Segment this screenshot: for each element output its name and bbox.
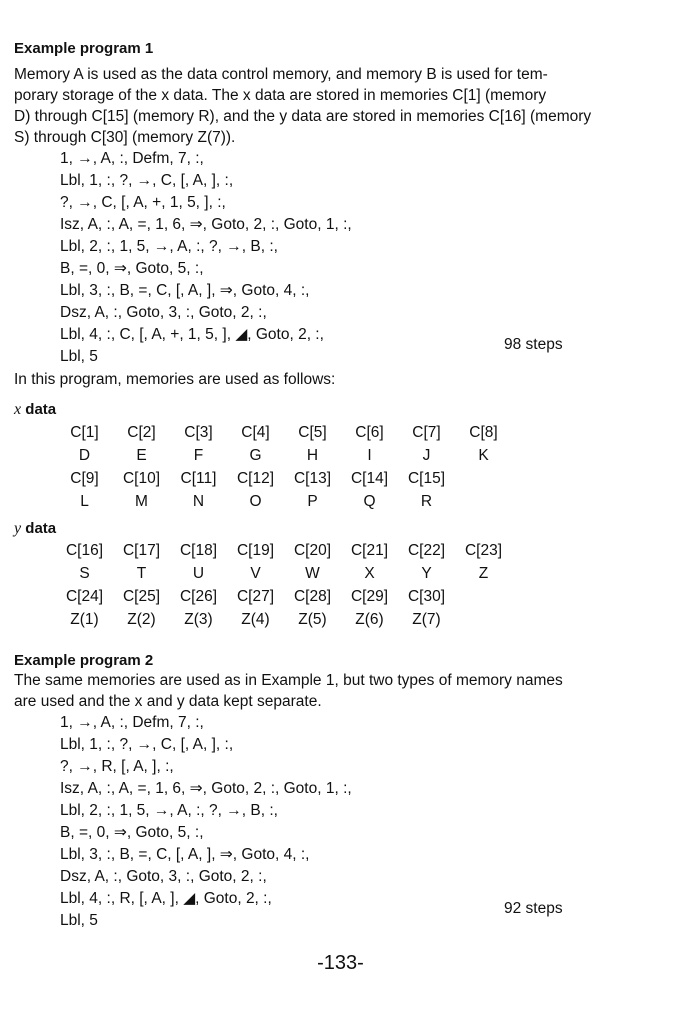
memory-letter-name: U bbox=[192, 565, 205, 582]
memory-cell-name: C[23] bbox=[464, 542, 503, 559]
memory-cell-name: C[19] bbox=[236, 542, 275, 559]
memory-cell-name: C[2] bbox=[127, 424, 156, 441]
memory-cell-name: C[8] bbox=[469, 424, 498, 441]
x-data-label-word: data bbox=[21, 401, 57, 418]
memory-letter-name: Y bbox=[421, 565, 432, 582]
example1-intro-line: Memory A is used as the data control memory, and memory B is used for tem- bbox=[14, 66, 548, 83]
memory-table-row bbox=[56, 585, 512, 608]
memory-letter-name: D bbox=[78, 447, 91, 464]
example1-intro-line: S) through C[30] (memory Z(7)). bbox=[14, 129, 236, 146]
memory-usage-intro bbox=[14, 369, 624, 390]
memory-cell-name: C[7] bbox=[412, 424, 441, 441]
memory-letter-name: R bbox=[420, 493, 433, 510]
memory-letter-name: Z(2) bbox=[127, 611, 156, 628]
memory-letter-name: X bbox=[364, 565, 375, 582]
memory-cell-name: C[25] bbox=[122, 588, 161, 605]
memory-letter-name: K bbox=[478, 447, 489, 464]
memory-letter-name: E bbox=[136, 447, 147, 464]
memory-cell-name: C[20] bbox=[293, 542, 332, 559]
memory-cell-name: C[16] bbox=[65, 542, 104, 559]
memory-cell-name: C[28] bbox=[293, 588, 332, 605]
memory-letter-name: P bbox=[307, 493, 318, 510]
program-line: Lbl, 1, :, ?, →, C, [, A, ], :, bbox=[60, 736, 234, 753]
memory-letter-name: Z(3) bbox=[184, 611, 213, 628]
memory-letter-name: S bbox=[79, 565, 90, 582]
memory-cell-name: C[11] bbox=[180, 470, 217, 487]
memory-table-row bbox=[56, 444, 512, 467]
program-line: ?, →, C, [, A, +, 1, 5, ], :, bbox=[60, 194, 226, 211]
memory-letter-name: L bbox=[80, 493, 89, 510]
program-line: Lbl, 2, :, 1, 5, →, A, :, ?, →, B, :, bbox=[60, 802, 278, 819]
example2-intro bbox=[14, 670, 624, 712]
example2-intro-line: The same memories are used as in Example 1, but two types of memory names bbox=[14, 672, 563, 689]
memory-letter-name: T bbox=[136, 565, 147, 582]
program-line: Lbl, 4, :, C, [, A, +, 1, 5, ], ◢, Goto, 2, :, bbox=[60, 326, 324, 343]
memory-cell-name: C[21] bbox=[350, 542, 389, 559]
memory-cell-name: C[15] bbox=[407, 470, 446, 487]
memory-cell-name: C[18] bbox=[179, 542, 218, 559]
memory-letter-name: I bbox=[367, 447, 372, 464]
memory-letter-name: Q bbox=[363, 493, 376, 510]
program-line: Dsz, A, :, Goto, 3, :, Goto, 2, :, bbox=[60, 304, 267, 321]
memory-letter-name: Z(7) bbox=[412, 611, 441, 628]
program-line: Lbl, 3, :, B, =, C, [, A, ], ⇒, Goto, 4, :, bbox=[60, 282, 310, 299]
program-line: B, =, 0, ⇒, Goto, 5, :, bbox=[60, 824, 204, 841]
example1-intro bbox=[14, 64, 624, 148]
example1-intro-line: porary storage of the x data. The x data are stored in memories C[1] (memory bbox=[14, 87, 547, 104]
example2-program bbox=[60, 712, 352, 932]
program-line: 1, →, A, :, Defm, 7, :, bbox=[60, 150, 204, 167]
memory-cell-name: C[27] bbox=[236, 588, 275, 605]
memory-letter-name: Z(5) bbox=[298, 611, 327, 628]
memory-table-row bbox=[56, 608, 512, 631]
program-line: Lbl, 1, :, ?, →, C, [, A, ], :, bbox=[60, 172, 234, 189]
memory-cell-name: C[30] bbox=[407, 588, 446, 605]
memory-table-row bbox=[56, 421, 512, 444]
example1-title: Example program 1 bbox=[14, 40, 154, 57]
program-line: Lbl, 5 bbox=[60, 348, 98, 365]
example2-step-count: 92 steps bbox=[504, 900, 563, 917]
memory-letter-name: W bbox=[305, 565, 320, 582]
memory-letter-name: V bbox=[250, 565, 261, 582]
example2-intro-line: are used and the x and y data kept separate. bbox=[14, 693, 322, 710]
memory-letter-name: Z(6) bbox=[355, 611, 384, 628]
memory-cell-name: C[10] bbox=[122, 470, 161, 487]
memory-table-row bbox=[56, 539, 512, 562]
memory-letter-name: N bbox=[192, 493, 205, 510]
memory-letter-name: Z bbox=[478, 565, 489, 582]
example1-step-count: 98 steps bbox=[504, 336, 563, 353]
y-data-label-word: data bbox=[21, 520, 57, 537]
x-data-label bbox=[14, 401, 56, 419]
memory-letter-name: Z(1) bbox=[70, 611, 99, 628]
program-line: ?, →, R, [, A, ], :, bbox=[60, 758, 174, 775]
memory-cell-name: C[24] bbox=[65, 588, 104, 605]
memory-table-row bbox=[56, 490, 512, 513]
page-number: -133- bbox=[317, 952, 364, 974]
y-data-memory-table bbox=[56, 539, 512, 631]
example1-intro-line: D) through C[15] (memory R), and the y data are stored in memories C[16] (memory bbox=[14, 108, 592, 125]
memory-table-row bbox=[56, 562, 512, 585]
program-line: B, =, 0, ⇒, Goto, 5, :, bbox=[60, 260, 204, 277]
memory-letter-name: F bbox=[193, 447, 204, 464]
memory-letter-name: O bbox=[249, 493, 262, 510]
program-line: 1, →, A, :, Defm, 7, :, bbox=[60, 714, 204, 731]
memory-cell-name: C[9] bbox=[70, 470, 99, 487]
memory-cell-name: C[17] bbox=[122, 542, 161, 559]
program-line: Dsz, A, :, Goto, 3, :, Goto, 2, :, bbox=[60, 868, 267, 885]
memory-letter-name: M bbox=[135, 493, 148, 510]
memory-cell-name: C[14] bbox=[350, 470, 389, 487]
y-data-label bbox=[14, 520, 56, 538]
memory-letter-name: G bbox=[249, 447, 262, 464]
x-data-memory-table bbox=[56, 421, 512, 513]
memory-table-row bbox=[56, 467, 512, 490]
program-line: Lbl, 4, :, R, [, A, ], ◢, Goto, 2, :, bbox=[60, 890, 272, 907]
memory-cell-name: C[4] bbox=[241, 424, 270, 441]
memory-cell-name: C[26] bbox=[179, 588, 218, 605]
memory-cell-name: C[13] bbox=[293, 470, 332, 487]
program-line: Lbl, 5 bbox=[60, 912, 98, 929]
memory-cell-name: C[12] bbox=[236, 470, 275, 487]
memory-cell-name: C[22] bbox=[407, 542, 446, 559]
program-line: Lbl, 3, :, B, =, C, [, A, ], ⇒, Goto, 4, :, bbox=[60, 846, 310, 863]
memory-letter-name: J bbox=[422, 447, 431, 464]
memory-cell-name: C[3] bbox=[184, 424, 213, 441]
memory-cell-name: C[6] bbox=[355, 424, 384, 441]
example1-program bbox=[60, 148, 352, 368]
y-data-label-var: y bbox=[14, 520, 22, 537]
memory-cell-name: C[29] bbox=[350, 588, 389, 605]
example2-title: Example program 2 bbox=[14, 652, 154, 669]
program-line: Lbl, 2, :, 1, 5, →, A, :, ?, →, B, :, bbox=[60, 238, 278, 255]
memory-letter-name: H bbox=[306, 447, 319, 464]
program-line: Isz, A, :, A, =, 1, 6, ⇒, Goto, 2, :, Goto, 1, :, bbox=[60, 216, 352, 233]
memory-cell-name: C[1] bbox=[70, 424, 99, 441]
program-line: Isz, A, :, A, =, 1, 6, ⇒, Goto, 2, :, Goto, 1, :, bbox=[60, 780, 352, 797]
memory-usage-intro-line: In this program, memories are used as follows: bbox=[14, 371, 336, 388]
memory-letter-name: Z(4) bbox=[241, 611, 270, 628]
memory-cell-name: C[5] bbox=[298, 424, 327, 441]
x-data-label-var: x bbox=[14, 401, 22, 418]
